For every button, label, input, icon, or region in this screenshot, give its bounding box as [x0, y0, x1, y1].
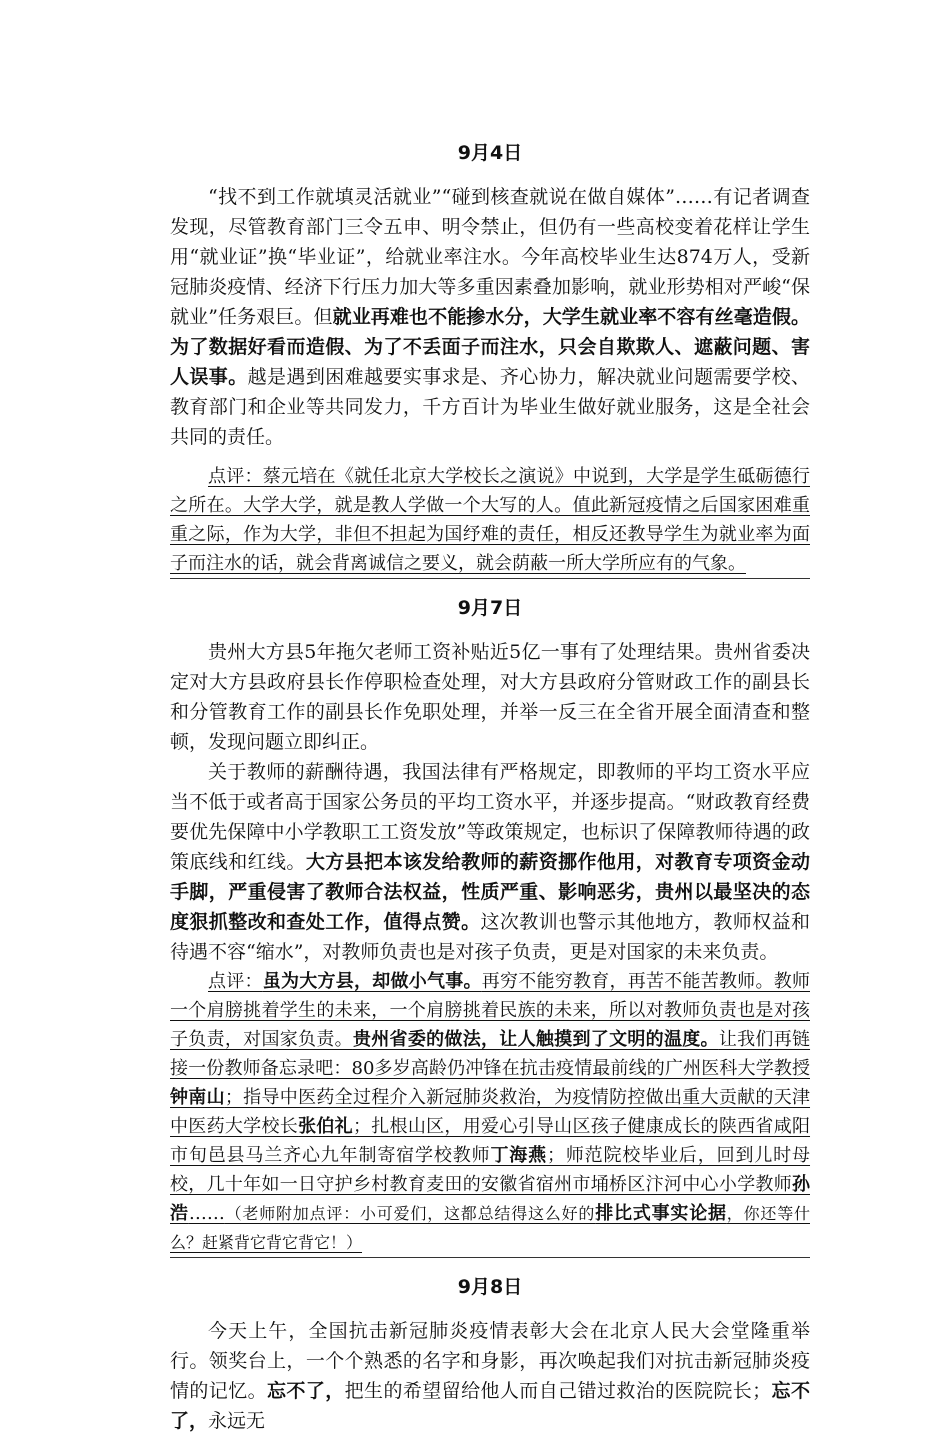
body-paragraph: 关于教师的薪酬待遇，我国法律有严格规定，即教师的平均工资水平应当不低于或者高于国家公务员的平均工资水平，并逐步提高。“财政教育经费要优先保障中小学教职工工资发放”等政策规定，也标识了保障教师待遇的政策底线和红线。大方县把本该发给教师的薪资挪作他用，对教育专项资金动手脚，严重侵害了教师合法权益，性质严重、影响恶劣，贵州以最坚决的态度狠抓整改和查处工作，值得点赞。这次教训也警示其他地方，教师权益和待遇不容“缩水”，对教师负责也是对孩子负责，更是对国家的未来负责。 — [170, 761, 810, 963]
section-date: 9月7日 — [457, 597, 523, 619]
section-date: 9月8日 — [457, 1276, 523, 1298]
comment-paragraph: 点评：虽为大方县，却做小气事。再穷不能穷教育，再苦不能苦教师。教师一个肩膀挑着学生的未来，一个肩膀挑着民族的未来，所以对教师负责也是对孩子负责，对国家负责。贵州省委的做法，让人触摸到了文明的温度。让我们再链接一份教师备忘录吧：80多岁高龄仍冲锋在抗击疫情最前线的广州医科大学教授钟南山；指导中医药全过程介入新冠肺炎救治，为疫情防控做出重大贡献的天津中医药大学校长张伯礼；扎根山区，用爱心引导山区孩子健康成长的陕西省咸阳市旬邑县马兰齐心九年制寄宿学校教师丁海燕；师范院校毕业后，回到儿时母校，几十年如一日守护乡村教育麦田的安徽省宿州市埇桥区汴河中心小学教师孙浩……（老师附加点评：小可爱们，这都总结得这么好的排比式事实论据，你还等什么？赶紧背它背它背它！） — [170, 967, 810, 1258]
body-paragraph: 今天上午，全国抗击新冠肺炎疫情表彰大会在北京人民大会堂隆重举行。领奖台上，一个个熟悉的名字和身影，再次唤起我们对抗击新冠肺炎疫情的记忆。忘不了，把生的希望留给他人而自己错过救治的医院院长；忘不了，永远无 — [170, 1320, 810, 1432]
body-paragraph: “找不到工作就填灵活就业”“碰到核查就说在做自媒体”……有记者调查发现，尽管教育部门三令五申、明令禁止，但仍有一些高校变着花样让学生用“就业证”换“毕业证”，给就业率注水。今年高校毕业生达874万人，受新冠肺炎疫情、经济下行压力加大等多重因素叠加影响，就业形势相对严峻“保就业”任务艰巨。但就业再难也不能掺水分，大学生就业率不容有丝毫造假。为了数据好看而造假、为了不丢面子而注水，只会自欺欺人、遮蔽问题、害人误事。越是遇到困难越要实事求是、齐心协力，解决就业问题需要学校、教育部门和企业等共同发力，千方百计为毕业生做好就业服务，这是全社会共同的责任。 — [170, 186, 810, 448]
comment-paragraph: 点评：蔡元培在《就任北京大学校长之演说》中说到，大学是学生砥砺德行之所在。大学大学，就是教人学做一个大写的人。值此新冠疫情之后国家困难重重之际，作为大学，非但不担起为国纾难的责任，相反还教导学生为就业率为面子而注水的话，就会背离诚信之要义，就会荫蔽一所大学所应有的气象。 — [170, 462, 810, 579]
document-page — [170, 128, 810, 1436]
body-paragraph: 贵州大方县5年拖欠老师工资补贴近5亿一事有了处理结果。贵州省委决定对大方县政府县长作停职检查处理，对大方县政府分管财政工作的副县长和分管教育工作的副县长作免职处理，并举一反三在全省开展全面清查和整顿，发现问题立即纠正。 — [170, 641, 810, 753]
section-date: 9月4日 — [457, 142, 523, 164]
